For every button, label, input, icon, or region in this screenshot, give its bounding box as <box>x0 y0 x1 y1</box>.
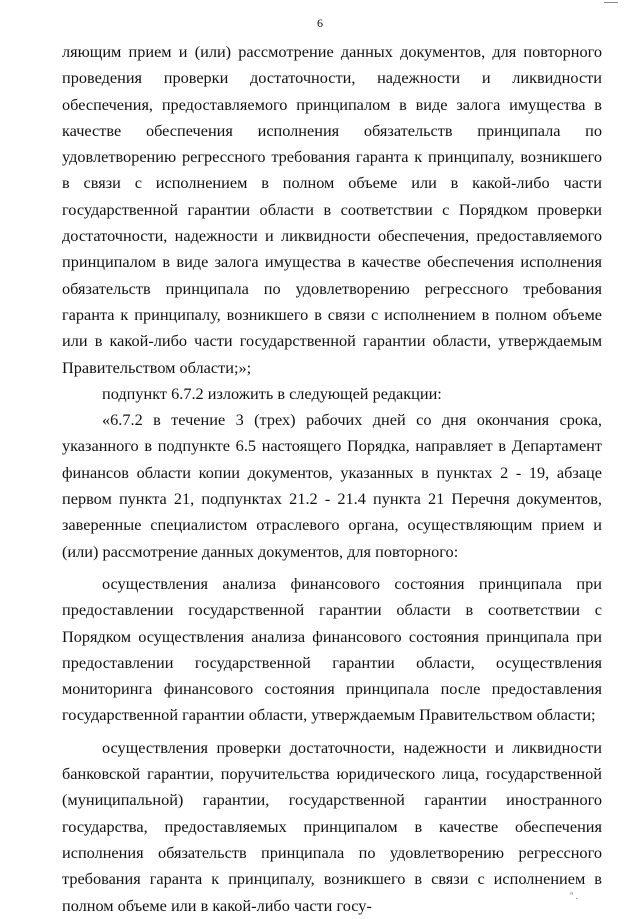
paragraph-guarantee-check: осуществления проверки достаточности, надежности и ликвидности банковской гарантии, поручительства юридического лица, государственной (муниципальной) гарантии, государственной гарантии иностранного государства, предоставляемых принципалом в качестве обеспечения исполнения обязательств принципала по удовлетворению регрессного требования гаранта к принципалу, возникшего в связи с исполнением в полном объеме или в какой-либо части госу- <box>62 737 602 915</box>
paragraph-continuation: ляющим прием и (или) рассмотрение данных документов, для повторного проведения проверки достаточности, надежности и ликвидности обеспечения, предоставляемого принципалом в виде залога имущества в качестве обеспечения исполнения обязательств принципала по удовлетворению регрессного требования гаранта к принципалу, возникшего в связи с исполнением в полном объеме или в какой-либо части государственной гарантии области в соответствии с Порядком проверки достаточности, надежности и ликвидности обеспечения, предоставляемого принципалом в виде залога имущества в качестве обеспечения исполнения обязательств принципала по удовлетворению регрессного требования гаранта к принципалу, возникшего в связи с исполнением в полном объеме или в какой-либо части государственной гарантии области, утверждаемым Правительством области;»; <box>62 42 602 377</box>
page-number: 6 <box>317 16 323 30</box>
paragraph-subpoint-instruction: подпункт 6.7.2 изложить в следующей редакции: <box>102 383 442 403</box>
scan-corner-mark <box>604 2 618 7</box>
paragraph-financial-analysis: осуществления анализа финансового состояния принципала при предоставлении государственной гарантии области в соответствии с Порядком осуществления анализа финансового состояния принципала при предоставлении государственной гарантии области, осуществления мониторинга финансового состояния принципала после предоставления государственной гарантии области, утверждаемым Правительством области; <box>62 573 602 725</box>
document-body <box>62 39 602 919</box>
scan-bottom-mark: " . <box>569 891 578 901</box>
paragraph-subpoint-6-7-2: «6.7.2 в течение 3 (трех) рабочих дней со дня окончания срока, указанного в подпункте 6.5 настоящего Порядка, направляет в Департамент финансов области копии документов, указанных в пунктах 2 - 19, абзаце первом пункта 21, подпунктах 21.2 - 21.4 пункта 21 Перечня документов, заверенные специалистом отраслевого органа, осуществляющим прием и (или) рассмотрение данных документов, для повторного: <box>62 410 602 561</box>
